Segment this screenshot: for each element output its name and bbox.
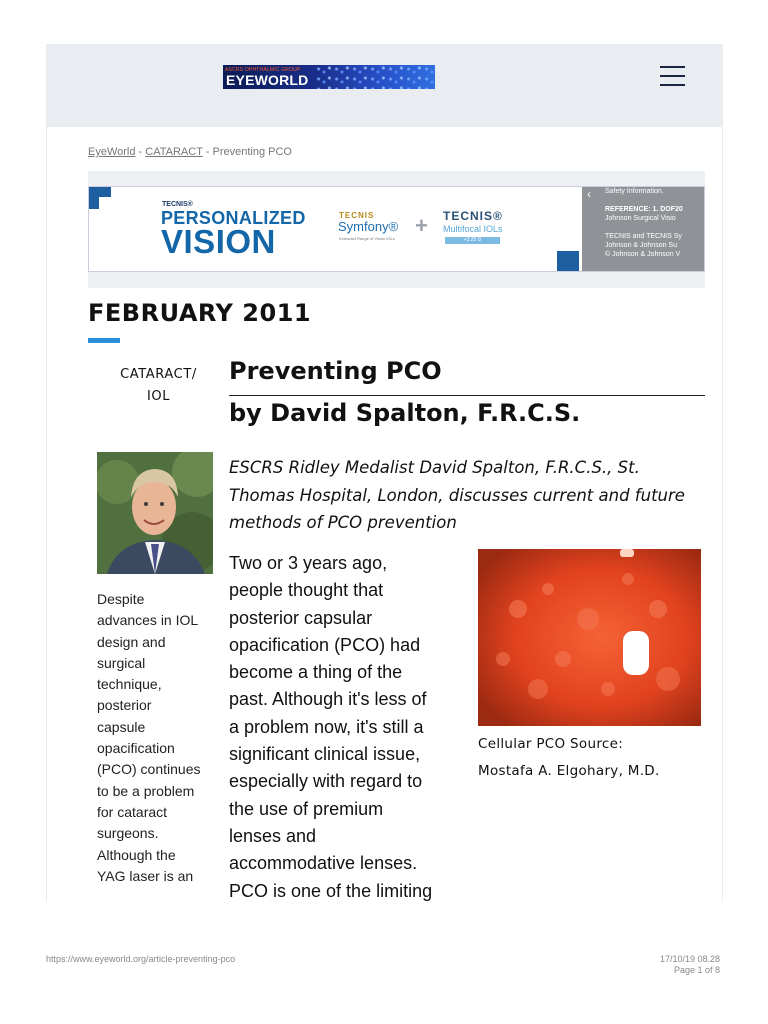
body-line: posterior capsular	[229, 607, 373, 628]
ad-side-line: REFERENCE: 1. DOF20	[605, 206, 683, 213]
body-line: become a thing of the	[229, 662, 403, 683]
category-line: IOL	[146, 389, 171, 404]
sidebar-line: to be a problem	[97, 782, 195, 799]
ad-product2-name: Multifocal IOLs	[443, 224, 503, 234]
footer-url: https://www.eyeworld.org/article-preventing-pco	[46, 954, 236, 964]
caption-line: Mostafa A. Elgohary, M.D.	[478, 763, 660, 779]
ad-side-line: © Johnson & Johnson V	[605, 251, 681, 258]
body-line: especially with regard to	[229, 771, 423, 792]
ad-headline-line1: PERSONALIZED	[161, 208, 306, 228]
body-line: Two or 3 years ago,	[229, 553, 388, 573]
article-title: Preventing PCO	[229, 357, 442, 385]
body-line: lenses and	[229, 825, 317, 846]
ad-side-line: Johnson Surgical Visio	[605, 215, 676, 222]
breadcrumb-section-link[interactable]: CATARACT	[145, 146, 203, 158]
footer-page-number: Page 1 of 8	[673, 965, 720, 975]
ad-side-line: TECNIS and TECNIS Sy	[605, 233, 682, 240]
sidebar-summary	[97, 589, 217, 887]
footer-meta	[600, 954, 720, 976]
caption-line: Cellular PCO Source:	[478, 736, 624, 752]
sidebar-line: Although the	[97, 846, 176, 863]
logo-tag: ASCRS OPHTHALMIC GROUP	[225, 67, 301, 73]
eyeworld-logo[interactable]	[223, 65, 435, 89]
ad-brand-small: TECNIS®	[162, 201, 193, 208]
ad-side-line	[605, 223, 705, 232]
hamburger-menu-icon[interactable]	[660, 66, 685, 90]
ad-side-line: Safety Information.	[605, 188, 664, 195]
author-photo	[97, 452, 213, 574]
sidebar-line: YAG laser is an	[97, 867, 194, 884]
sidebar-line: posterior	[97, 697, 152, 714]
footer-date: 17/10/19 08.28	[659, 954, 720, 964]
sidebar-line: surgical	[97, 654, 146, 671]
sidebar-line: Despite	[97, 591, 145, 607]
sidebar-line: advances in IOL	[97, 612, 199, 629]
body-line: people thought that	[229, 580, 384, 601]
photo-caption	[478, 731, 704, 785]
article-body	[229, 550, 471, 905]
tecnis-ad-banner[interactable]	[88, 186, 705, 272]
article-intro: ESCRS Ridley Medalist David Spalton, F.R.C.S., St. Thomas Hospital, London, discusses current and future methods of PCO prevention	[229, 458, 685, 532]
sidebar-line: surgeons.	[97, 825, 159, 842]
title-divider	[229, 395, 705, 396]
ad-safety-info-panel	[582, 187, 705, 272]
ad-product2-badge: +3.25 D	[445, 237, 500, 244]
ad-side-line: Johnson & Johnson Su	[605, 242, 677, 249]
pco-photo	[478, 549, 701, 726]
breadcrumb-home-link[interactable]: EyeWorld	[88, 146, 136, 158]
ad-corner-decoration	[557, 251, 579, 272]
ad-headline-line2: VISION	[161, 223, 276, 260]
breadcrumb	[88, 146, 292, 158]
ad-product1-subtitle: Extended Range of Vision IOLs	[339, 236, 395, 241]
body-line: past. Although it's less of	[229, 689, 427, 710]
category-line: CATARACT/	[120, 367, 197, 382]
body-line: accommodative lenses.	[229, 853, 418, 874]
category-label[interactable]	[100, 364, 217, 408]
logo-pattern	[315, 65, 435, 89]
article-author: by David Spalton, F.R.C.S.	[229, 399, 581, 427]
ad-product1-brand: TECNIS	[339, 211, 375, 220]
ad-product1-name: Symfony®	[338, 219, 399, 234]
sidebar-line: (PCO) continues	[97, 761, 201, 778]
ad-product2-brand: TECNIS®	[443, 209, 503, 223]
body-line: PCO is one of the limiting	[229, 880, 433, 901]
body-line: significant clinical issue,	[229, 744, 421, 765]
sidebar-line: capsule	[97, 718, 146, 735]
author-portrait-image	[97, 452, 213, 574]
body-line: the use of premium	[229, 798, 384, 819]
body-line: opacification (PCO) had	[229, 634, 421, 655]
issue-date-heading: FEBRUARY 2011	[88, 299, 312, 327]
pco-clinical-image	[478, 549, 701, 726]
ad-side-line	[605, 196, 705, 205]
sidebar-line: for cataract	[97, 803, 168, 820]
breadcrumb-separator: -	[202, 146, 213, 158]
breadcrumb-separator: -	[135, 146, 146, 158]
chevron-left-icon[interactable]: ‹	[587, 187, 591, 201]
ad-corner-decoration	[99, 197, 111, 209]
body-line: a problem now, it's still a	[229, 716, 424, 737]
sidebar-line: design and	[97, 633, 166, 650]
logo-text: EYEWORLD	[226, 72, 309, 88]
sidebar-line: opacification	[97, 740, 175, 757]
sidebar-line: technique,	[97, 676, 162, 693]
breadcrumb-current: Preventing PCO	[212, 146, 292, 158]
accent-bar	[88, 338, 120, 343]
ad-plus-sign: +	[415, 213, 428, 238]
